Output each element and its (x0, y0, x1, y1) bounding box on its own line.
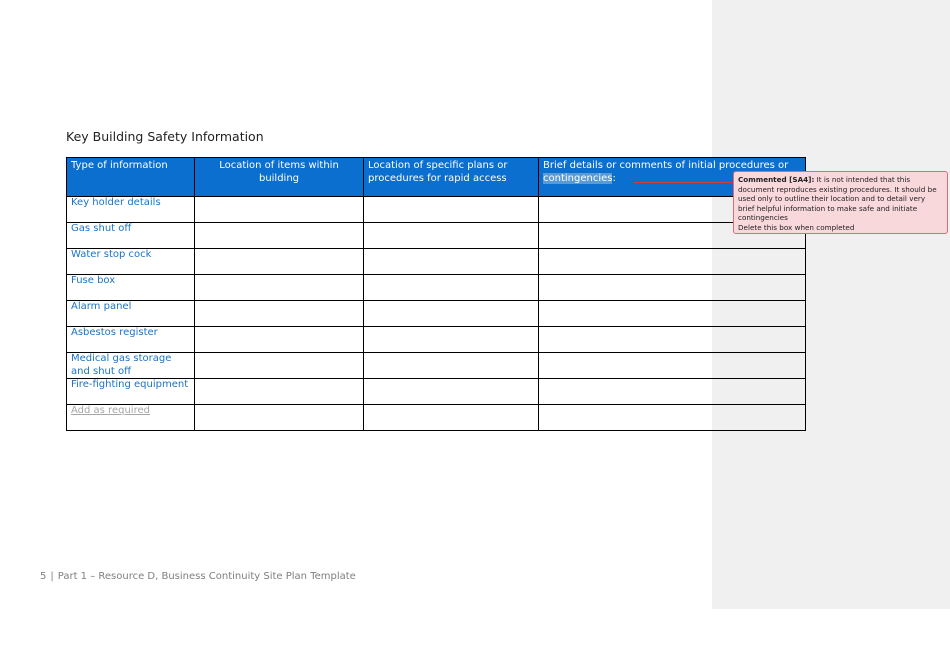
table-cell[interactable] (364, 249, 539, 275)
table-cell[interactable] (195, 223, 364, 249)
footer-separator: | (50, 571, 54, 582)
table-row (67, 197, 806, 223)
row-label-key-holder[interactable]: Key holder details (67, 197, 195, 223)
table-row (67, 379, 806, 405)
row-label-fuse-box[interactable]: Fuse box (67, 275, 195, 301)
safety-info-table (66, 157, 806, 431)
table-cell[interactable] (195, 327, 364, 353)
table-cell[interactable] (364, 353, 539, 379)
comment-connector-line (634, 182, 734, 183)
row-label-add-as-required[interactable]: Add as required (67, 405, 195, 431)
table-row (67, 327, 806, 353)
table-cell[interactable] (195, 275, 364, 301)
header-location-of-items[interactable]: Location of items within building (195, 158, 364, 197)
row-label-fire-fighting[interactable]: Fire-fighting equipment (67, 379, 195, 405)
row-label-medical-gas[interactable]: Medical gas storage and shut off (67, 353, 195, 379)
table-cell[interactable] (539, 379, 806, 405)
row-label-asbestos-register[interactable]: Asbestos register (67, 327, 195, 353)
header-brief-details-text: Brief details or comments of initial procedures or (543, 160, 789, 171)
table-cell[interactable] (539, 249, 806, 275)
table-cell[interactable] (195, 301, 364, 327)
table-row (67, 405, 806, 431)
row-label-water-stop-cock[interactable]: Water stop cock (67, 249, 195, 275)
table-cell[interactable] (539, 301, 806, 327)
table-cell[interactable] (539, 405, 806, 431)
footer-title: Part 1 – Resource D, Business Continuity Site Plan Template (57, 571, 356, 582)
table-header-row (67, 158, 806, 197)
table-row (67, 223, 806, 249)
table-cell[interactable] (364, 301, 539, 327)
table-cell[interactable] (539, 353, 806, 379)
comment-author: Commented [SA4]: (738, 175, 815, 184)
comment-balloon[interactable] (733, 171, 948, 234)
table-row (67, 301, 806, 327)
table-cell[interactable] (195, 405, 364, 431)
table-row (67, 275, 806, 301)
comment-note: Delete this box when completed (738, 222, 855, 232)
table-cell[interactable] (195, 197, 364, 223)
row-label-gas-shut-off[interactable]: Gas shut off (67, 223, 195, 249)
header-location-of-plans[interactable]: Location of specific plans or procedures for rapid access (364, 158, 539, 197)
table-row (67, 249, 806, 275)
table-cell[interactable] (195, 249, 364, 275)
table-cell[interactable] (364, 197, 539, 223)
page-title: Key Building Safety Information (66, 129, 264, 144)
page-footer (40, 571, 356, 582)
table-cell[interactable] (364, 405, 539, 431)
table-cell[interactable] (364, 379, 539, 405)
header-brief-details-colon: : (612, 172, 616, 184)
row-label-alarm-panel[interactable]: Alarm panel (67, 301, 195, 327)
table-cell[interactable] (195, 379, 364, 405)
table-cell[interactable] (539, 275, 806, 301)
table-cell[interactable] (364, 327, 539, 353)
comment-text: It is not intended that this document reproduces existing procedures. It should be used only to outline their location and to detail very brief helpful information to make safe and initiate contingencies (738, 175, 937, 223)
table-cell[interactable] (364, 223, 539, 249)
header-type-of-information[interactable]: Type of information (67, 158, 195, 197)
table-cell[interactable] (364, 275, 539, 301)
page-number: 5 (40, 571, 47, 582)
table-cell[interactable] (539, 327, 806, 353)
table-row (67, 353, 806, 379)
table-cell[interactable] (195, 353, 364, 379)
highlighted-comment-anchor[interactable]: contingencies (543, 172, 613, 184)
